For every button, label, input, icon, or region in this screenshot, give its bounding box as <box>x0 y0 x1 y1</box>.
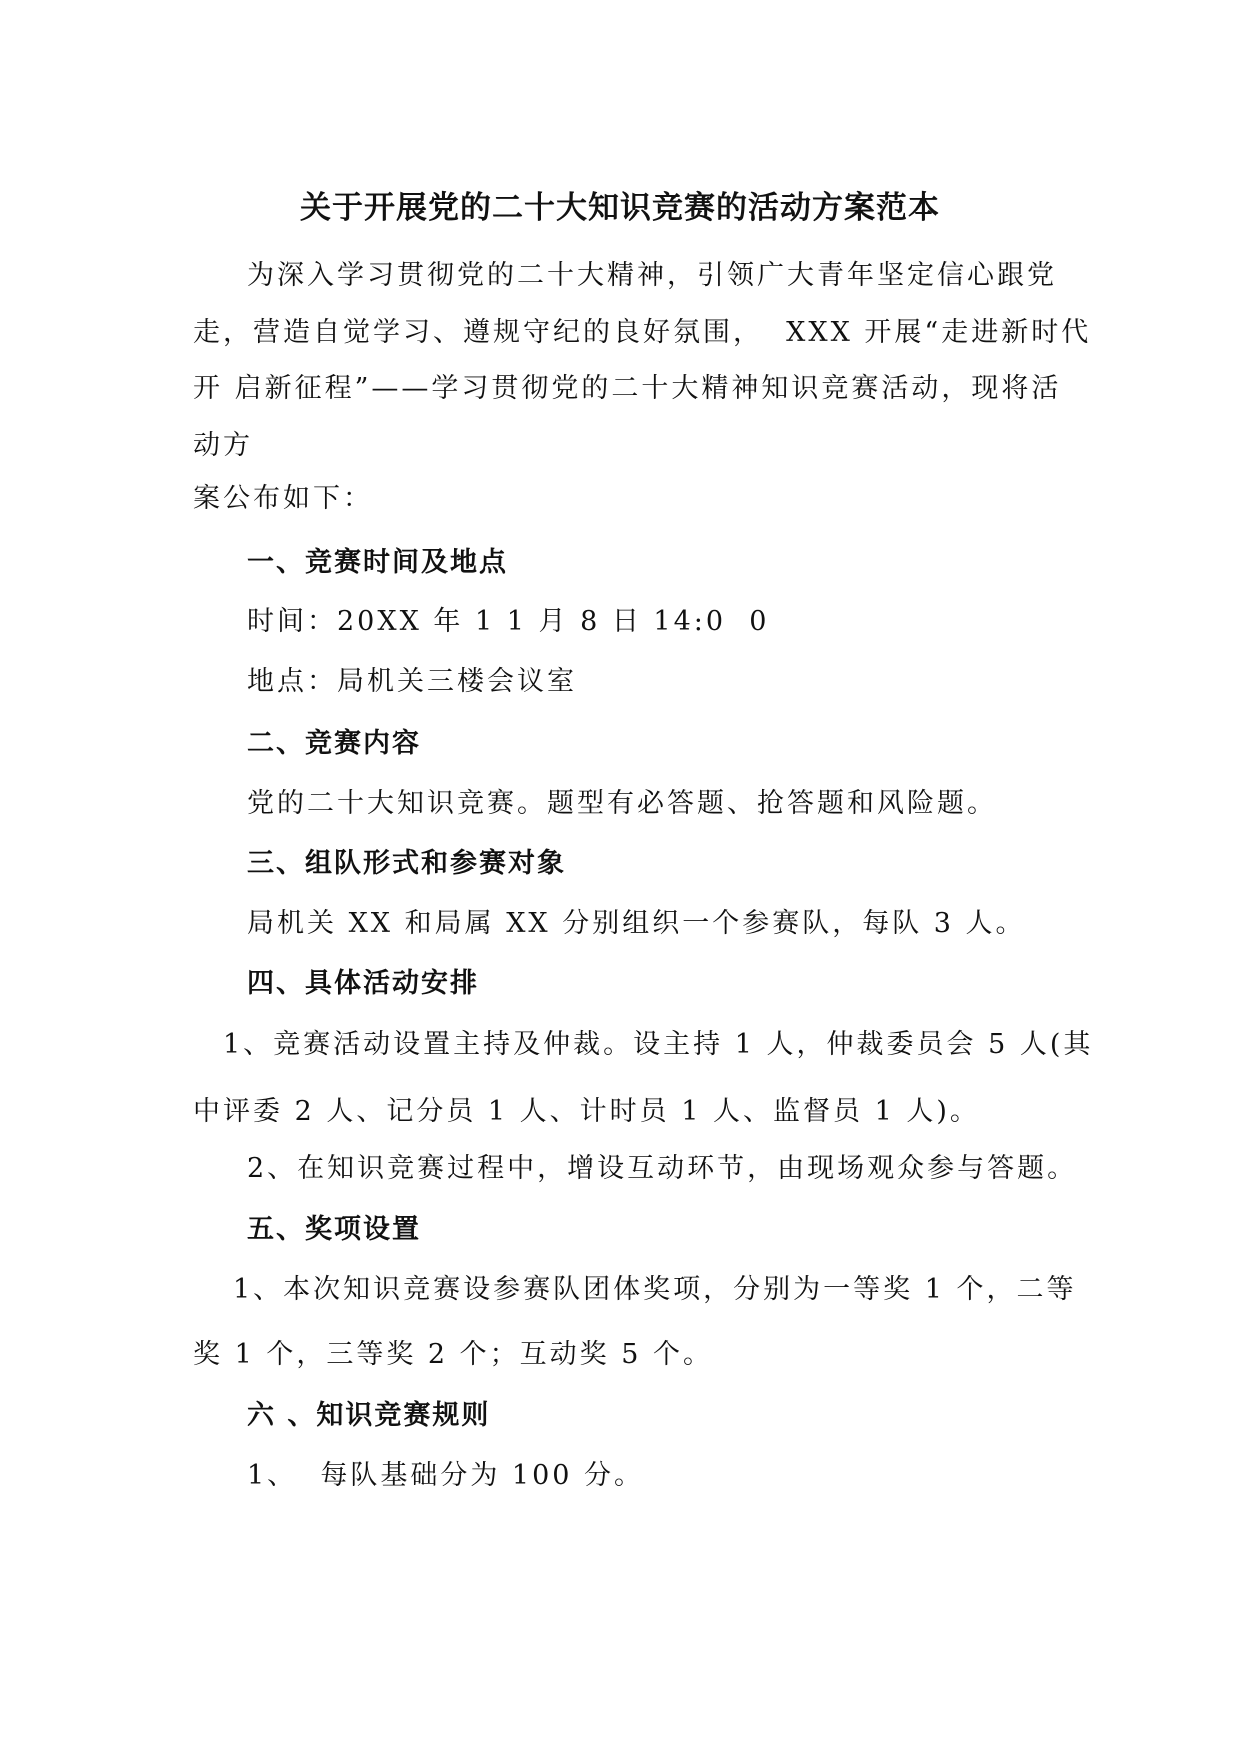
intro-line-2: 走，营造自觉学习、遵规守纪的良好氛围， XXX 开展“走进新时代 <box>193 317 1092 348</box>
teams-text: 局机关 XX 和局属 XX 分别组织一个参赛队，每队 3 人。 <box>247 908 1026 939</box>
section-heading-awards: 五、奖项设置 <box>247 1214 421 1245</box>
awards-item-1-line-2: 奖 1 个，三等奖 2 个；互动奖 5 个。 <box>193 1339 714 1370</box>
section-heading-teams: 三、组队形式和参赛对象 <box>247 848 566 879</box>
arrangement-item-1-line-1: 1、竞赛活动设置主持及仲裁。设主持 1 人，仲裁委员会 5 人(其 <box>223 1029 1094 1060</box>
contest-time: 时间：20XX 年 1 1 月 8 日 14:0 0 <box>247 606 770 637</box>
intro-line-3: 开 启新征程”——学习贯彻党的二十大精神知识竞赛活动，现将活 <box>193 373 1062 404</box>
rules-item-1: 1、 每队基础分为 100 分。 <box>247 1460 645 1491</box>
contest-place: 地点：局机关三楼会议室 <box>247 666 577 697</box>
intro-line-5: 案公布如下： <box>193 483 373 514</box>
arrangement-item-2: 2、在知识竞赛过程中，增设互动环节，由现场观众参与答题。 <box>247 1153 1078 1184</box>
section-heading-arrangement: 四、具体活动安排 <box>247 968 479 999</box>
section-heading-time-place: 一、竞赛时间及地点 <box>247 547 508 578</box>
section-heading-rules: 六 、知识竞赛规则 <box>247 1400 491 1431</box>
section-heading-content: 二、竞赛内容 <box>247 728 421 759</box>
document-title: 关于开展党的二十大知识竞赛的活动方案范本 <box>300 190 940 226</box>
intro-line-4: 动方 <box>193 430 253 461</box>
arrangement-item-1-line-2: 中评委 2 人、记分员 1 人、计时员 1 人、监督员 1 人)。 <box>193 1096 980 1127</box>
intro-line-1: 为深入学习贯彻党的二十大精神，引领广大青年坚定信心跟党 <box>247 260 1057 291</box>
awards-item-1-line-1: 1、本次知识竞赛设参赛队团体奖项，分别为一等奖 1 个，二等 <box>233 1274 1077 1305</box>
contest-content: 党的二十大知识竞赛。题型有必答题、抢答题和风险题。 <box>247 788 997 819</box>
